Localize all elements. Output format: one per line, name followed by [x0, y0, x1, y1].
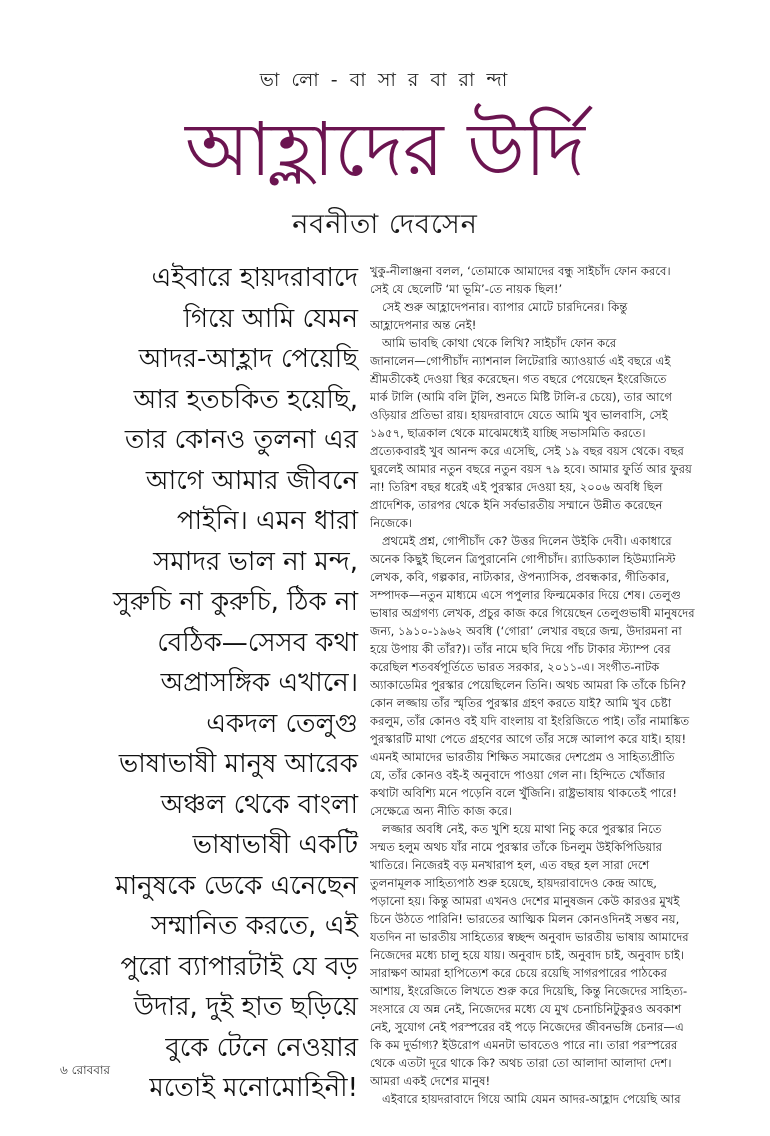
body-line: নিজেকে। — [370, 516, 413, 530]
body-line: আমরা একই দেশের মানুষ! — [370, 1074, 491, 1088]
body-line: সম্মত হলুম অথচ যাঁর নামে পুরস্কার তাঁকে চিনলুম উইকিপিডিয়ার — [370, 840, 663, 854]
column-kicker: ভা লো - বা সা র বা রা ন্দা — [259, 69, 511, 91]
body-line: জানালেন—গোপীচাঁদ ন্যাশনাল লিটেরারি অ্যাওয়ার্ড এই বছরে এই — [370, 354, 671, 368]
page-number: ৬ — [60, 1063, 68, 1077]
body-line: খুকু-নীলাঞ্জনা বলল, ‘তোমাকে আমাদের বন্ধু সাইচাঁদ ফোন করবে। — [370, 264, 671, 278]
pull-quote-line: সুরুচি না কুরুচি, ঠিক না — [112, 587, 358, 617]
body-line: সেক্ষেত্রে অন্য নীতি কাজ করে। — [370, 804, 513, 818]
pull-quote-line: পুরো ব্যাপারটাই যে বড় — [120, 951, 358, 982]
body-line: মার্ক টালি (আমি বলি টুলি, শুনতে মিষ্টি টালি-র চেয়ে), তার আগে — [370, 390, 672, 404]
pull-quote-line: বেঠিক—সেসব কথা — [157, 627, 358, 658]
body-line: পুরস্কারটি মাথা পেতে গ্রহণের আগে তাঁর সঙ্গে আলাপ করে যাই। হায়! — [370, 732, 687, 746]
article-title: আহ্লাদের উর্দি — [185, 107, 585, 193]
body-line: চিনে উঠতে পারিনি! ভারতের আত্মিক মিলন কোনওদিনই সম্ভব নয়, — [370, 912, 680, 926]
body-line: আমি ভাবছি কোথা থেকে লিখি? সাইচাঁদ ফোন করে — [382, 336, 617, 350]
body-line: না! তিরিশ বছর ধরেই এই পুরস্কার দেওয়া হয়, ২০০৬ অবধি ছিল — [370, 480, 663, 494]
body-line: কথাটা অবিশ্যি মনে পড়েনি বলে খুঁজিনি। রাষ্ট্রভাষায় থাকতেই পারে! — [370, 786, 677, 800]
body-line: সম্পাদক—নতুন মাধ্যমে এসে পপুলার ফিল্মমেকার দিয়ে শেষ। তেলুগু — [370, 588, 681, 602]
body-line: সেই যে ছেলেটি ‘মা ভূমি’-তে নায়ক ছিল!’ — [370, 282, 563, 296]
author-byline: নবনীতা দেবসেন — [292, 209, 478, 240]
pull-quote-line: ভাষাভাষী মানুষ আরেক — [118, 749, 358, 779]
section-name: রোববার — [71, 1063, 111, 1077]
body-line: প্রত্যেকবারই খুব আনন্দ করে এসেছি, সেই ১৯ বছর বয়স থেকে। বছর — [370, 444, 684, 458]
body-line: ওড়িয়ার প্রতিভা রায়। হায়দরাবাদে যেতে আমি খুব ভালবাসি, সেই — [370, 408, 668, 422]
pull-quote-line: ভাষাভাষী একটি — [192, 830, 358, 860]
body-line: নিজেদের মধ্যে চালু হয়ে যায়। অনুবাদ চাই, অনুবাদ চাই, অনুবাদ চাই। — [370, 948, 685, 962]
pull-quote-line: মানুষকে ডেকে এনেছেন — [115, 870, 358, 901]
pull-quote-line: একদল তেলুগু — [206, 708, 358, 739]
body-line: পড়ানো হয়। কিন্তু আমরা এখনও দেশের মানুষজন কেউ কারওর মুখই — [370, 894, 680, 908]
body-line: আহ্লাদেপনার অন্ত নেই! — [370, 318, 477, 332]
pull-quote-line: সমাদর ভাল না মন্দ, — [153, 546, 358, 577]
pull-quote-line: আর হতচকিত হয়েছি, — [133, 384, 358, 415]
pull-quote-line: মতোই মনোমোহিনী! — [149, 1073, 358, 1103]
body-line: খাতিরে। নিজেরই বড় মনখারাপ হল, এত বছর হল সারা দেশে — [370, 858, 650, 872]
body-line: শ্রীমতীকেই দেওয়া স্থির করেছেন। গত বছরে পেয়েছেন ইংরেজিতে — [370, 372, 667, 386]
article-body — [370, 262, 715, 1108]
body-line: নেই, সুযোগ নেই পরস্পরের বই পড়ে নিজেদের জীবনভঙ্গি চেনার—এ — [370, 1020, 684, 1034]
body-line: প্রথমেই প্রশ্ন, গোপীচাঁদ কে? উত্তর দিলেন উইকি দেবী। একাধারে — [382, 534, 672, 548]
pull-quote-line: সম্মানিত করতে, এই — [150, 911, 358, 941]
pull-quote-line: এইবারে হায়দরাবাদে — [151, 263, 358, 293]
pull-quote-line: তার কোনও তুলনা এর — [124, 425, 358, 455]
body-line: লেখক, কবি, গল্পকার, নাট্যকার, ঔপন্যাসিক, প্রবন্ধকার, গীতিকার, — [370, 570, 670, 584]
pull-quote-line: অঞ্চল থেকে বাংলা — [160, 789, 358, 820]
body-line: অ্যাকাডেমির পুরস্কার পেয়েছিলেন তিনি। অথচ আমরা কি তাঁকে চিনি? — [370, 678, 687, 692]
body-line: ঘুরলেই আমার নতুন বছরে নতুন বয়স ৭৯ হবে। আমার ফুর্তি আর ফুরয় — [370, 462, 692, 476]
body-line: যে, তাঁর কোনও বই-ই অনুবাদে পাওয়া গেল না। হিন্দিতে খোঁজার — [370, 768, 666, 782]
body-line: অনেক কিছুই ছিলেন ত্রিপুরানেনি গোপীচাঁদ। র‍্যাডিক্যাল হিউম্যানিস্ট — [370, 552, 676, 566]
pull-quote-line: বুকে টেনে নেওয়ার — [165, 1032, 358, 1063]
body-line: কোন লজ্জায় তাঁর স্মৃতির পুরস্কার গ্রহণ করতে যাই? আমি খুব চেষ্টা — [370, 696, 672, 710]
body-line: থেকে এতটা দূরে থাকে কি? অথচ তারা তো আলাদা আলাদা দেশ। — [370, 1056, 672, 1070]
body-line: ভাষার অগ্রগণ্য লেখক, প্রচুর কাজ করে গিয়েছেন তেলুগুভাষী মানুষদের — [370, 606, 695, 620]
pull-quote-line: উদার, দুই হাত ছড়িয়ে — [133, 992, 358, 1022]
pull-quote-line: পাইনি। এমন ধারা — [176, 506, 358, 536]
body-line: এইবারে হায়দরাবাদে গিয়ে আমি যেমন আদর-আহ্লাদ পেয়েছি আর — [382, 1092, 681, 1106]
body-line: লজ্জার অবধি নেই, কত খুশি হয়ে মাথা নিচু করে পুরস্কার নিতে — [382, 822, 662, 836]
body-line: যতদিন না ভারতীয় সাহিত্যের স্বচ্ছন্দ অনুবাদ ভারতীয় ভাষায় আমাদের — [370, 930, 689, 944]
body-line: করেছিল শতবর্ষপূর্তিতে ভারত সরকার, ২০১১-এ। সংগীত-নাটক — [370, 660, 660, 674]
body-line: তুলনামূলক সাহিত্যপাঠ শুরু হয়েছে, হায়দরাবাদেও কেন্দ্র আছে, — [370, 876, 657, 890]
pull-quote-line: অপ্রাসঙ্গিক এখানে। — [160, 668, 358, 698]
pull-quote-line: গিয়ে আমি যেমন — [183, 303, 358, 334]
body-line: ১৯৫৭, ছাত্রকাল থেকে মাঝেমধ্যেই যাচ্ছি সভাসমিতি করতে। — [370, 426, 646, 440]
body-line: এমনই আমাদের ভারতীয় শিক্ষিত সমাজের দেশপ্রেম ও সাহিত্যপ্রীতি — [370, 750, 675, 764]
body-line: হয়ে উপায় কী তাঁর?)। তাঁর নামে ছবি দিয়ে পাঁচ টাকার স্ট্যাম্প বের — [370, 642, 671, 656]
body-line: সেই শুরু আহ্লাদেপনার। ব্যাপার মোটে চারদিনের। কিন্তু — [382, 300, 628, 314]
body-line: করলুম, তাঁর কোনও বই যদি বাংলায় বা ইংরিজিতে পাই। তাঁর নামাঙ্কিত — [370, 714, 690, 728]
body-line: আশায়, ইংরেজিতে লিখতে শুরু করে দিয়েছি, কিন্তু নিজেদের সাহিত্য- — [370, 984, 688, 998]
pull-quote — [70, 258, 358, 1109]
pull-quote-line: আগে আমার জীবনে — [145, 465, 358, 496]
body-line: সংসারে যে অন্ন নেই, নিজেদের মধ্যে যে মুখ চেনাচিনিটুকুরও অবকাশ — [370, 1002, 682, 1016]
body-line: সারাক্ষণ আমরা হাপিত্যেশ করে চেয়ে রয়েছি সাগরপারের পাঠকের — [370, 966, 667, 980]
pull-quote-line: আদর-আহ্লাদ পেয়েছি — [138, 344, 358, 374]
body-line: কি কম দুর্ভাগ্য? ইউরোপ এমনটা ভাবতেও পারে না। তারা পরস্পরের — [370, 1038, 678, 1052]
page-footer — [60, 1062, 110, 1082]
body-line: প্রাদেশিক, তারপর থেকে ইনি সর্বভারতীয় সম্মানে উন্নীত করেছেন — [370, 498, 663, 512]
body-line: জন্য, ১৯১০-১৯৬২ অবধি (‘গোরা’ লেখার বছরে জন্ম, উদারমনা না — [370, 624, 682, 638]
